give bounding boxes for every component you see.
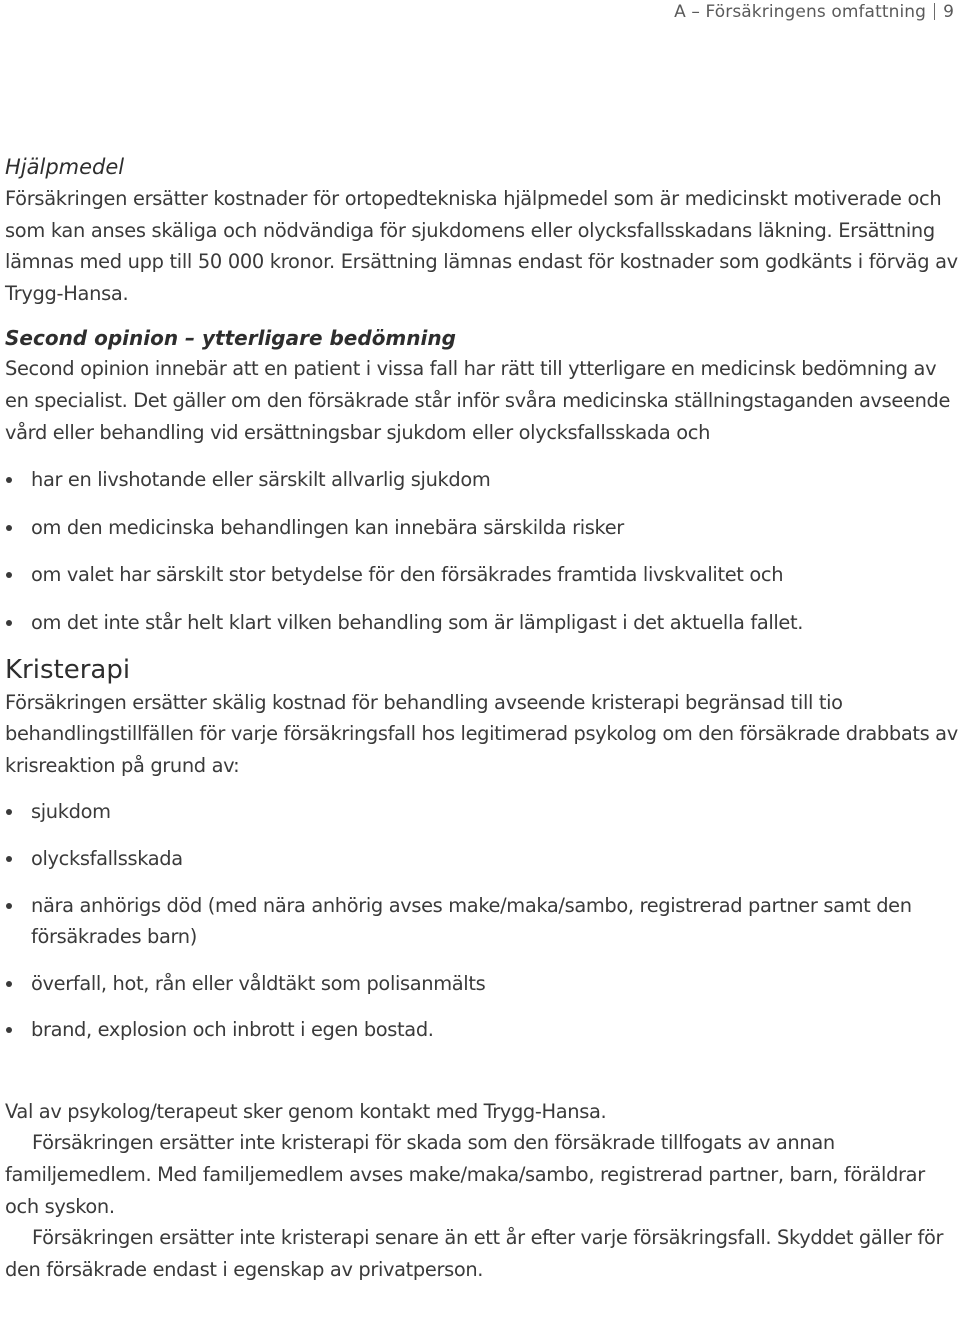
- hjalpmedel-heading: Hjälpmedel: [5, 155, 125, 179]
- list-item-text: brand, explosion och inbrott i egen bostad.: [31, 1018, 434, 1042]
- page-content: [5, 152, 960, 1285]
- hjalpmedel-paragraph: Försäkringen ersätter kostnader för ortopedtekniska hjälpmedel som är medicinskt motiverade och som kan anses skäliga och nödvändiga för sjukdomens eller olycksfallsskadans läkning. Ersättning lämnas med upp till 50 000 kronor. Ersättning lämnas endast för kostnader som godkänts i förväg av Trygg-Hansa.: [5, 187, 958, 305]
- bullet-icon: [6, 620, 12, 626]
- list-item-text: om den medicinska behandlingen kan innebära särskilda risker: [31, 515, 624, 539]
- list-item-text: nära anhörigs död (med nära anhörig avses make/maka/sambo, registrerad partner samt den försäkrades barn): [31, 893, 912, 949]
- tidsgrans-paragraph: Försäkringen ersätter inte kristerapi senare än ett år efter varje försäkringsfall. Skyddet gäller för den försäkrade endast i egenskap av privatperson.: [5, 1226, 944, 1281]
- page-number: 9: [943, 2, 954, 22]
- bullet-icon: [6, 1027, 12, 1033]
- list-item: [5, 607, 960, 639]
- list-item: [5, 843, 960, 875]
- list-item: [5, 1014, 960, 1046]
- list-item: [5, 968, 960, 1000]
- list-item-text: har en livshotande eller särskilt allvarlig sjukdom: [31, 468, 491, 492]
- psykolog-paragraph: Val av psykolog/terapeut sker genom kontakt med Trygg-Hansa.: [5, 1099, 607, 1123]
- kristerapi-bullet-list: [5, 796, 960, 1046]
- running-header: [674, 0, 954, 24]
- kristerapi-paragraph: Försäkringen ersätter skälig kostnad för behandling avseende kristerapi begränsad till tio behandlingstillfällen för varje försäkringsfall hos legitimerad psykolog om den försäkrade drabbats av krisreaktion på grund av:: [5, 690, 958, 777]
- second-opinion-paragraph: Second opinion innebär att en patient i vissa fall har rätt till ytterligare en medicinsk bedömning av en specialist. Det gäller om den försäkrade står inför svåra medicinska ställningstaganden avseende vård eller behandling vid ersättningsbar sjukdom eller olycksfallsskada och: [5, 357, 951, 444]
- list-item-text: sjukdom: [31, 800, 111, 824]
- familjemedlem-paragraph: Försäkringen ersätter inte kristerapi för skada som den försäkrade tillfogats av annan familjemedlem. Med familjemedlem avses make/maka/sambo, registrerad partner, barn, föräldrar och syskon.: [5, 1131, 925, 1218]
- bullet-icon: [6, 981, 12, 987]
- list-item-text: olycksfallsskada: [31, 846, 183, 870]
- list-item-text: överfall, hot, rån eller våldtäkt som polisanmälts: [31, 971, 486, 995]
- list-item: [5, 512, 960, 544]
- bullet-icon: [6, 809, 12, 815]
- list-item: [5, 796, 960, 828]
- header-divider: [934, 3, 935, 20]
- bullet-icon: [6, 572, 12, 578]
- list-item-text: om valet har särskilt stor betydelse för den försäkrades framtida livskvalitet och: [31, 563, 784, 587]
- list-item: [5, 559, 960, 591]
- bullet-icon: [6, 903, 12, 909]
- list-item: [5, 464, 960, 496]
- bullet-icon: [6, 525, 12, 531]
- kristerapi-heading: Kristerapi: [5, 654, 131, 685]
- second-opinion-bullet-list: [5, 464, 960, 638]
- second-opinion-heading: Second opinion – ytterligare bedömning: [5, 326, 456, 351]
- header-section-title: A – Försäkringens omfattning: [674, 2, 927, 22]
- bullet-icon: [6, 856, 12, 862]
- list-item: [5, 890, 960, 953]
- list-item-text: om det inte står helt klart vilken behandling som är lämpligast i det aktuella fallet.: [31, 610, 804, 634]
- bullet-icon: [6, 477, 12, 483]
